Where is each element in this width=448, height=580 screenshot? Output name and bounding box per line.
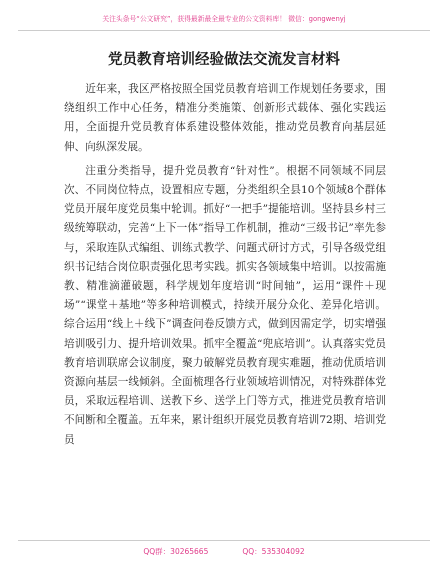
paragraph-intro: 近年来，我区严格按照全国党员教育培训工作规划任务要求，围绕组织工作中心任务，精准分类施策、创新形式载体、强化实践运用，全面提升党员教育体系建设整体效能，推动党员教育向基层延伸、向纵深发展。 bbox=[64, 83, 386, 153]
header-divider bbox=[18, 30, 430, 31]
document-body bbox=[64, 80, 386, 450]
footer-qq-contact: QQ：535304092 bbox=[242, 547, 305, 556]
header-banner: 关注头条号“公文研究”，获得最新最全最专业的公文资料库！ 微信：gongwenyj bbox=[102, 15, 346, 23]
footer-divider bbox=[18, 540, 430, 541]
footer bbox=[0, 546, 448, 558]
document-title: 党员教育培训经验做法交流发言材料 bbox=[108, 52, 340, 68]
footer-qq-group: QQ群：30265665 bbox=[143, 547, 209, 556]
paragraph-classification: 注重分类指导，提升党员教育“针对性”。根据不同领域不同层次、不同岗位特点，设置相应专题，分类组织全县10个领域8个群体党员开展年度党员集中轮训。抓好“一把手”提能培训。坚持县乡村三级统筹联动，完善“上下一体”指导工作机制，推动“三级书记”率先参与，采取连队式编组、训练式教学、问题式研讨方式，引导各级党组织书记结合岗位职责强化思考实践。抓实各领域集中培训。以按需施教、精准滴灌破题，科学规划年度培训“时间轴”，运用“课件＋现场”“课堂＋基地”等多种培训模式，持续开展分众化、差异化培训。综合运用“线上＋线下”调查问卷反馈方式，做到因需定学，切实增强培训吸引力、提升培训效果。抓牢全覆盖“兜底培训”。认真落实党员教育培训联席会议制度，聚力破解党员教育现实难题，推动优质培训资源向基层一线倾斜。全面梳理各行业领域培训情况，对特殊群体党员，采取远程培训、送教下乡、送学上门等方式，推进党员教育培训不间断和全覆盖。五年来，累计组织开展党员教育培训72期、培训党员 bbox=[64, 164, 386, 446]
